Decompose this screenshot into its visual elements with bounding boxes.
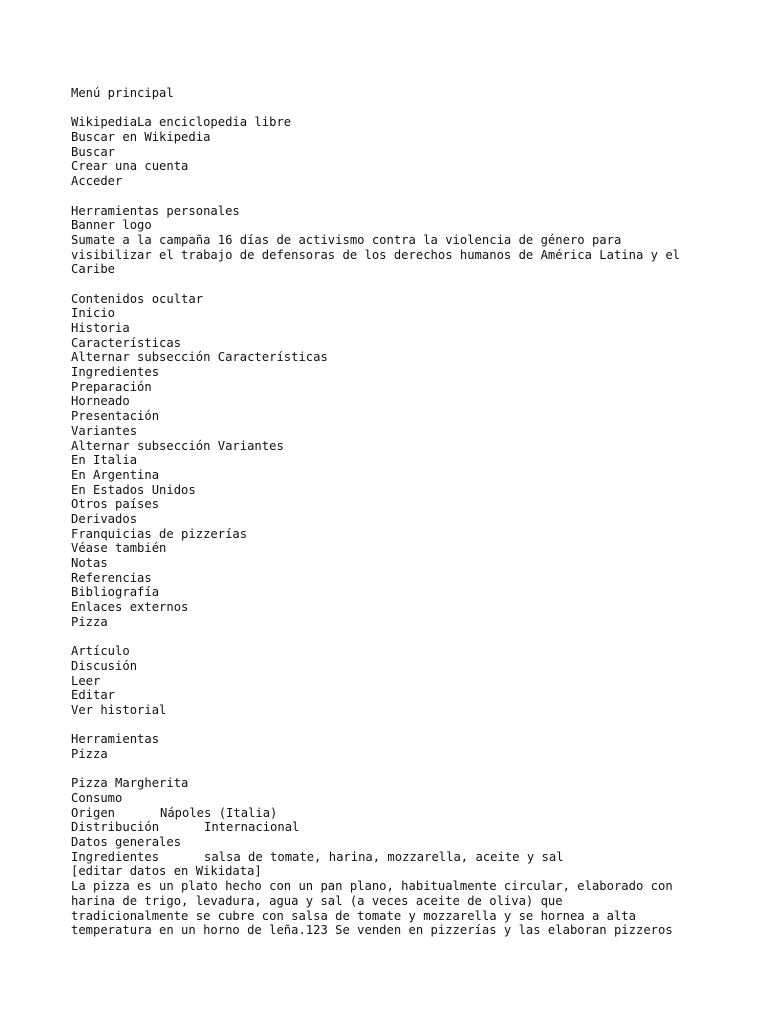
infobox-row-distribucion <box>71 820 711 835</box>
article-paragraph-line: harina de trigo, levadura, agua y sal (a veces aceite de oliva) que <box>71 893 563 908</box>
infobox-value-links[interactable]: salsa de tomate, harina, mozzarella, aceite y sal <box>204 849 564 864</box>
toc-item-otros-paises[interactable]: Otros países <box>71 497 160 512</box>
wiki-text-page <box>71 86 711 938</box>
spacer <box>71 629 711 644</box>
infobox-row-origen <box>71 806 711 821</box>
infobox-section-heading: Datos generales <box>71 835 182 850</box>
personal-tools-heading[interactable]: Herramientas personales <box>71 203 240 218</box>
toc-item-referencias[interactable]: Referencias <box>71 570 152 585</box>
article-paragraph-line: La pizza es un plato hecho con un pan plano, habitualmente circular, elaborado con <box>71 879 673 894</box>
infobox-row-ingredientes <box>71 850 711 865</box>
toc-item-notas[interactable]: Notas <box>71 556 108 570</box>
search-label[interactable]: Buscar en Wikipedia <box>71 130 211 145</box>
banner-text-line[interactable]: Sumate a la campaña 16 días de activismo contra la violencia de género para <box>71 232 622 247</box>
banner-text-line[interactable]: visibilizar el trabajo de defensoras de los derechos humanos de América Latina y el <box>71 247 681 262</box>
login-link[interactable]: Acceder <box>71 174 123 189</box>
spacer <box>71 277 711 292</box>
toc-item-preparacion[interactable]: Preparación <box>71 379 152 394</box>
edit-wikidata-link[interactable]: [editar datos en Wikidata] <box>71 864 262 879</box>
toc-item-franquicias[interactable]: Franquicias de pizzerías <box>71 526 248 541</box>
toc-item-caracteristicas[interactable]: Características <box>71 335 182 350</box>
article-paragraph-line: tradicionalmente se cubre con salsa de tomate y mozzarella y se hornea a alta <box>71 908 636 923</box>
main-menu-button[interactable]: Menú principal <box>71 86 174 100</box>
infobox-value: Internacional <box>204 820 300 835</box>
toc-item-vease-tambien[interactable]: Véase también <box>71 541 167 556</box>
tab-discussion[interactable]: Discusión <box>71 658 138 673</box>
create-account-link[interactable]: Crear una cuenta <box>71 159 189 174</box>
tab-article[interactable]: Artículo <box>71 644 130 659</box>
toc-item-inicio[interactable]: Inicio <box>71 306 116 321</box>
search-button[interactable]: Buscar <box>71 144 116 159</box>
toc-item-ingredientes[interactable]: Ingredientes <box>71 365 160 380</box>
infobox-section-heading: Consumo <box>71 791 123 805</box>
toc-item-en-argentina[interactable]: En Argentina <box>71 467 160 482</box>
toc-item-bibliografia[interactable]: Bibliografía <box>71 585 160 600</box>
toc-toggle-caracteristicas[interactable]: Alternar subsección Características <box>71 350 328 365</box>
infobox-caption: Pizza Margherita <box>71 776 189 791</box>
infobox-label: Ingredientes <box>71 849 160 864</box>
toc-item-derivados[interactable]: Derivados <box>71 511 138 526</box>
infobox-value-link[interactable]: Nápoles (Italia) <box>160 805 278 820</box>
toc-item-enlaces-externos[interactable]: Enlaces externos <box>71 600 189 615</box>
banner-logo: Banner logo <box>71 218 152 233</box>
page-title-heading: Pizza <box>71 614 108 629</box>
toc-toggle-variantes[interactable]: Alternar subsección Variantes <box>71 438 284 453</box>
site-logo-link[interactable]: WikipediaLa enciclopedia libre <box>71 115 292 130</box>
tab-read[interactable]: Leer <box>71 673 101 688</box>
toc-item-presentacion[interactable]: Presentación <box>71 409 160 424</box>
toc-heading[interactable]: Contenidos ocultar <box>71 291 204 306</box>
toc-item-horneado[interactable]: Horneado <box>71 394 130 409</box>
tools-menu-button[interactable]: Herramientas <box>71 732 160 747</box>
tab-edit[interactable]: Editar <box>71 688 116 703</box>
toc-item-historia[interactable]: Historia <box>71 321 130 335</box>
tab-history[interactable]: Ver historial <box>71 702 167 717</box>
article-title: Pizza <box>71 746 108 761</box>
spacer <box>71 718 711 733</box>
spacer <box>71 762 711 777</box>
toc-item-en-estados-unidos[interactable]: En Estados Unidos <box>71 482 196 497</box>
spacer <box>71 189 711 204</box>
infobox-label: Origen <box>71 805 116 820</box>
toc-item-variantes[interactable]: Variantes <box>71 423 138 438</box>
banner-text-line[interactable]: Caribe <box>71 262 116 277</box>
spacer <box>71 101 711 116</box>
infobox-label: Distribución <box>71 820 160 835</box>
toc-item-en-italia[interactable]: En Italia <box>71 453 138 468</box>
article-paragraph-line: temperatura en un horno de leña.123 Se venden en pizzerías y las elaboran pizzeros <box>71 923 673 938</box>
